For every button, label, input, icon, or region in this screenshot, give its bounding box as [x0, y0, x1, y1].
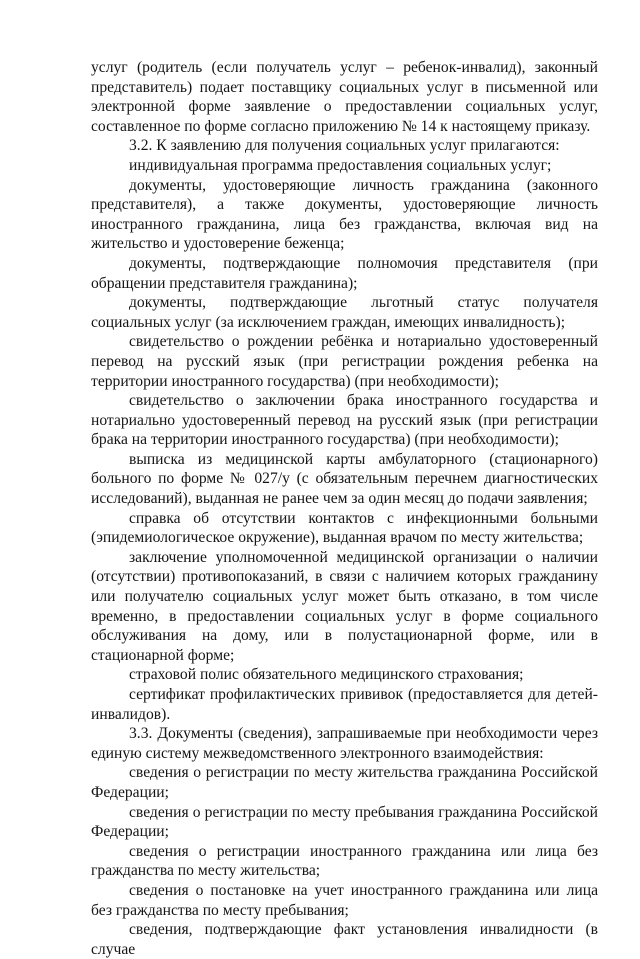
list-item: сведения о регистрации иностранного гражданина или лица без гражданства по месту жительства;	[91, 842, 598, 880]
list-item: сведения о постановке на учет иностранного гражданина или лица без гражданства по месту пребывания;	[91, 881, 598, 919]
list-item: справка об отсутствии контактов с инфекционными больными (эпидемиологическое окружение), выданная врачом по месту жительства;	[91, 509, 598, 547]
section-3-3-heading: 3.3. Документы (сведения), запрашиваемые при необходимости через единую систему межведомственного электронного взаимодействия:	[91, 725, 598, 762]
section-3-2-heading: 3.2. К заявлению для получения социальных услуг прилагаются:	[129, 137, 560, 155]
list-item: документы, подтверждающие полномочия представителя (при обращении представителя гражданина);	[91, 254, 598, 292]
list-item: документы, подтверждающие льготный статус получателя социальных услуг (за исключением граждан, имеющих инвалидность);	[91, 294, 598, 331]
list-item: свидетельство о рождении ребёнка и нотариально удостоверенный перевод на русский язык (при регистрации рождения ребенка на территории иностранного государства) (при необходимости);	[91, 333, 598, 390]
list-item: сведения о регистрации по месту жительства гражданина Российской Федерации;	[91, 764, 598, 801]
list-item: сведения, подтверждающие факт установления инвалидности (в случае	[91, 921, 598, 958]
list-item: выписка из медицинской карты амбулаторного (стационарного) больного по форме № 027/у (с обязательным перечнем диагностических исследований), выданная не ранее чем за один месяц до подачи заявления;	[91, 450, 598, 508]
document-body	[91, 58, 598, 959]
list-item: сведения о регистрации по месту пребывания гражданина Российской Федерации;	[91, 803, 598, 841]
list-item: заключение уполномоченной медицинской организации о наличии (отсутствии) противопоказаний, в связи с наличием которых гражданину или получателю социальных услуг может быть отказано, в том числе временно, в предоставлении социальных услуг в форме социального обслуживания на дому, или в полустационарной форме, или в стационарной форме;	[91, 548, 598, 664]
list-item: сертификат профилактических прививок (предоставляется для детей-инвалидов).	[91, 686, 598, 723]
list-item: индивидуальная программа предоставления социальных услуг;	[129, 156, 552, 174]
list-item: документы, удостоверяющие личность гражданина (законного представителя), а также документы, удостоверяющие личность иностранного гражданина, лица без гражданства, включая вид на жительство и удостоверение беженца;	[91, 176, 598, 253]
list-item: свидетельство о заключении брака иностранного государства и нотариально удостоверенный перевод на русский язык (при регистрации брака на территории иностранного государства) (при необходимости);	[91, 392, 598, 449]
list-item: страховой полис обязательного медицинского страхования;	[129, 666, 524, 684]
paragraph-continuation: услуг (родитель (если получатель услуг – ребенок-инвалид), законный представитель) подает поставщику социальных услуг в письменной или электронной форме заявление о предоставлении социальных услуг, составленное по форме согласно приложению № 14 к настоящему приказу.	[91, 59, 598, 135]
